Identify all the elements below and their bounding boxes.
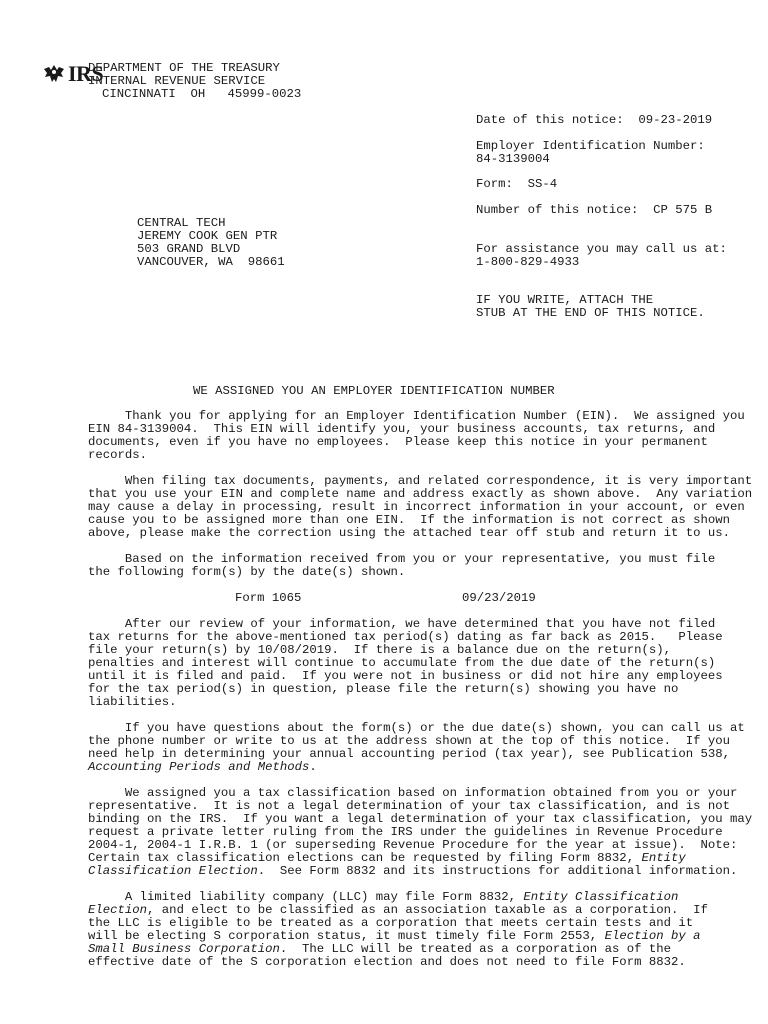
notice-heading: WE ASSIGNED YOU AN EMPLOYER IDENTIFICATION NUMBER <box>193 384 555 398</box>
paragraph-questions: If you have questions about the form(s) or the due date(s) shown, you can call us at the phone number or write to us at the address shown at the top of this notice. If you need help in determining your annual accounting period (tax year), see Publication 538, Accounting Periods and Methods. <box>88 721 745 774</box>
recipient-line-3: 503 GRAND BLVD <box>137 242 241 256</box>
recipient-line-4: VANCOUVER, WA 98661 <box>137 255 285 269</box>
agency-line-3: CINCINNATI OH 45999-0023 <box>102 87 302 101</box>
required-form-row <box>88 592 728 605</box>
irs-logo-text: IRS <box>68 61 104 86</box>
agency-address <box>88 62 301 101</box>
paragraph-must-file: Based on the information received from you or your representative, you must file the following form(s) by the date(s) shown. <box>88 552 716 579</box>
paragraph-review: After our review of your information, we have determined that you have not filed tax returns for the above-mentioned tax period(s) dating as far back as 2015. Please file your return(s) by 10/08/2019. If there is a balance due on the return(s), penalties and interest will continue to accumulate from the due date of the return(s) until it is filed and paid. If you were not in business or did not hire any employees for the tax period(s) in question, please file the return(s) showing you have no liabilities. <box>88 617 723 709</box>
recipient-line-2: JEREMY COOK GEN PTR <box>137 229 278 243</box>
ein-value: 84-3139004 <box>476 152 550 166</box>
assistance-block <box>476 243 727 269</box>
assistance-label: For assistance you may call us at: <box>476 242 727 256</box>
recipient-address <box>137 217 285 269</box>
paragraph-tax-classification: We assigned you a tax classification based on information obtained from you or your representative. It is not a legal determination of your tax classification, and is not binding on the IRS. If you want a legal determination of your tax classification, you may request a private letter ruling from the IRS under the guidelines in Revenue Procedure 2004-1, 2004-1 I.R.B. 1 (or superseding Revenue Procedure for the year at issue). Note: Certain tax classification elections can be requested by filing Form 8832, Entity Classification Election. See Form 8832 and its instructions for additional information. <box>88 786 753 878</box>
notice-number: Number of this notice: CP 575 B <box>476 203 713 217</box>
paragraph-filing: When filing tax documents, payments, and related correspondence, it is very important that you use your EIN and complete name and address exactly as shown above. Any variation may cause a delay in processing, result in incorrect information in your account, or even cause you to be assigned more than one EIN. If the information is not correct as shown above, please make the correction using the attached tear off stub and return it to us. <box>88 474 753 540</box>
recipient-line-1: CENTRAL TECH <box>137 216 226 230</box>
assistance-phone: 1-800-829-4933 <box>476 255 580 269</box>
ein-block <box>476 140 705 166</box>
agency-line-2: INTERNAL REVENUE SERVICE <box>88 74 266 88</box>
irs-eagle-icon <box>42 63 66 85</box>
required-form-name: Form 1065 <box>235 591 302 605</box>
paragraph-thank-you: Thank you for applying for an Employer Identification Number (EIN). We assigned you EIN 84-3139004. This EIN will identify you, your business accounts, tax returns, and documents, even if you have no employees. Please keep this notice in your permanent records. <box>88 409 745 462</box>
notice-body <box>88 409 753 982</box>
ein-label: Employer Identification Number: <box>476 139 705 153</box>
notice-date: Date of this notice: 09-23-2019 <box>476 113 713 127</box>
form-info: Form: SS-4 <box>476 177 558 191</box>
paragraph-llc: A limited liability company (LLC) may file Form 8832, Entity Classification Election, and elect to be classified as an association taxable as a corporation. If the LLC is eligible to be treated as a corporation that meets certain tests and it will be electing S corporation status, it must timely file Form 2553, Election by a Small Business Corporation. The LLC will be treated as a corporation as of the effective date of the S corporation election and does not need to file Form 8832. <box>88 890 708 969</box>
required-form-date: 09/23/2019 <box>462 591 536 605</box>
write-instructions: IF YOU WRITE, ATTACH THE STUB AT THE END OF THIS NOTICE. <box>476 293 705 320</box>
agency-line-1: DEPARTMENT OF THE TREASURY <box>88 61 280 75</box>
